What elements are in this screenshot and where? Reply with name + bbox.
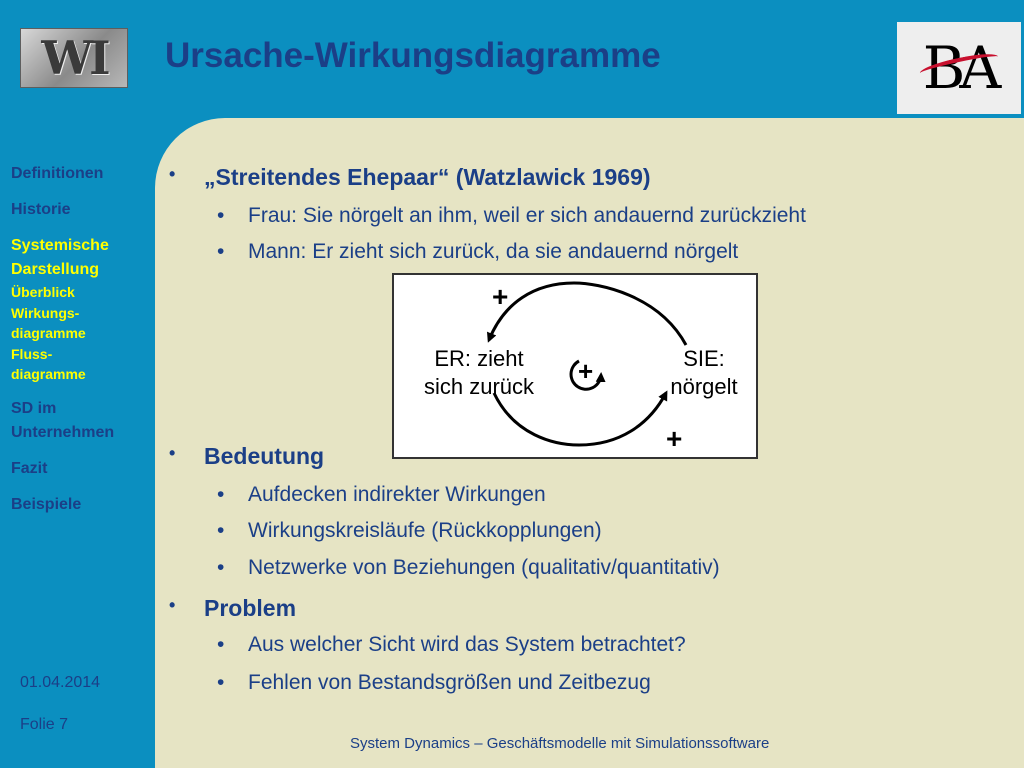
bullet-heading-text: „Streitendes Ehepaar“ (Watzlawick 1969) bbox=[204, 164, 651, 190]
nav-sub-ueberblick[interactable]: Überblick bbox=[11, 284, 75, 300]
nav-item-definitionen[interactable]: Definitionen bbox=[11, 165, 104, 182]
nav-sub-flussdiagramme[interactable]: Fluss-diagramme bbox=[11, 345, 86, 382]
nav-item-fazit[interactable]: Fazit bbox=[11, 459, 48, 477]
sub-bullet-dot: • bbox=[217, 633, 225, 656]
nav-sub-wirkungsdiagramme[interactable]: Wirkungs-diagramme bbox=[11, 304, 86, 341]
sub-bullet-dot: • bbox=[217, 240, 225, 263]
node-sie bbox=[649, 345, 759, 401]
sub-bullet bbox=[217, 204, 806, 228]
sub-bullet-dot: • bbox=[217, 204, 225, 227]
bullet-heading bbox=[169, 443, 325, 470]
top-arrow bbox=[489, 283, 686, 345]
sub-bullet bbox=[217, 519, 602, 543]
nav-item-beispiele[interactable]: Beispiele bbox=[11, 495, 82, 513]
bullet-heading bbox=[169, 164, 651, 191]
bottom-polarity: + bbox=[666, 423, 683, 454]
node-sie-line1: SIE: bbox=[683, 346, 725, 371]
sub-bullet-text: Aus welcher Sicht wird das System betrachtet? bbox=[248, 633, 686, 656]
bullet-heading bbox=[169, 595, 297, 622]
slide-date: 01.04.2014 bbox=[20, 674, 101, 691]
sub-bullet-text: Netzwerke von Beziehungen (qualitativ/quantitativ) bbox=[248, 556, 720, 579]
nav-subgroup bbox=[11, 282, 151, 385]
sub-bullet bbox=[217, 240, 739, 264]
nav-item-historie[interactable]: Historie bbox=[11, 201, 71, 218]
sub-bullet-text: Frau: Sie nörgelt an ihm, weil er sich andauernd zurückzieht bbox=[248, 204, 806, 227]
bullet-dot: • bbox=[169, 164, 176, 184]
bullet-dot: • bbox=[169, 595, 176, 615]
ba-logo bbox=[897, 22, 1021, 114]
wi-logo-text: WI bbox=[41, 31, 107, 85]
sub-bullet bbox=[217, 671, 651, 695]
nav-item-systemische-darstellung[interactable]: Systemische Darstellung bbox=[11, 237, 109, 278]
bullet-heading-text: Bedeutung bbox=[204, 443, 325, 469]
loop-polarity: + bbox=[578, 356, 594, 386]
node-sie-line2: nörgelt bbox=[670, 374, 738, 399]
ba-logo-text: BA bbox=[922, 34, 996, 102]
sub-bullet bbox=[217, 483, 546, 507]
sub-bullet-text: Aufdecken indirekter Wirkungen bbox=[248, 483, 546, 506]
sub-bullet-text: Mann: Er zieht sich zurück, da sie andauernd nörgelt bbox=[248, 240, 739, 263]
sub-bullet bbox=[217, 633, 686, 657]
top-polarity: + bbox=[492, 281, 509, 312]
slide-number: Folie 7 bbox=[20, 716, 69, 733]
node-er bbox=[404, 345, 554, 401]
node-er-line1: ER: zieht bbox=[434, 346, 524, 371]
sub-bullet-text: Wirkungskreisläufe (Rückkopplungen) bbox=[248, 519, 602, 542]
wi-logo bbox=[20, 28, 128, 88]
slide-title: Ursache-Wirkungsdiagramme bbox=[165, 36, 661, 75]
sub-bullet-dot: • bbox=[217, 519, 225, 542]
sidebar-nav bbox=[11, 162, 151, 529]
bullet-heading-text: Problem bbox=[204, 595, 297, 621]
sub-bullet-dot: • bbox=[217, 556, 225, 579]
footer-text: System Dynamics – Geschäftsmodelle mit Simulationssoftware bbox=[350, 735, 770, 752]
node-er-line2: sich zurück bbox=[423, 374, 535, 399]
sub-bullet-dot: • bbox=[217, 483, 225, 506]
sub-bullet-text: Fehlen von Bestandsgrößen und Zeitbezug bbox=[248, 671, 651, 694]
sub-bullet bbox=[217, 556, 720, 580]
sub-bullet-dot: • bbox=[217, 671, 225, 694]
nav-item-sd-im-unternehmen[interactable]: SD im Unternehmen bbox=[11, 399, 115, 441]
bullet-dot: • bbox=[169, 443, 176, 463]
causal-loop-diagram bbox=[392, 273, 758, 459]
